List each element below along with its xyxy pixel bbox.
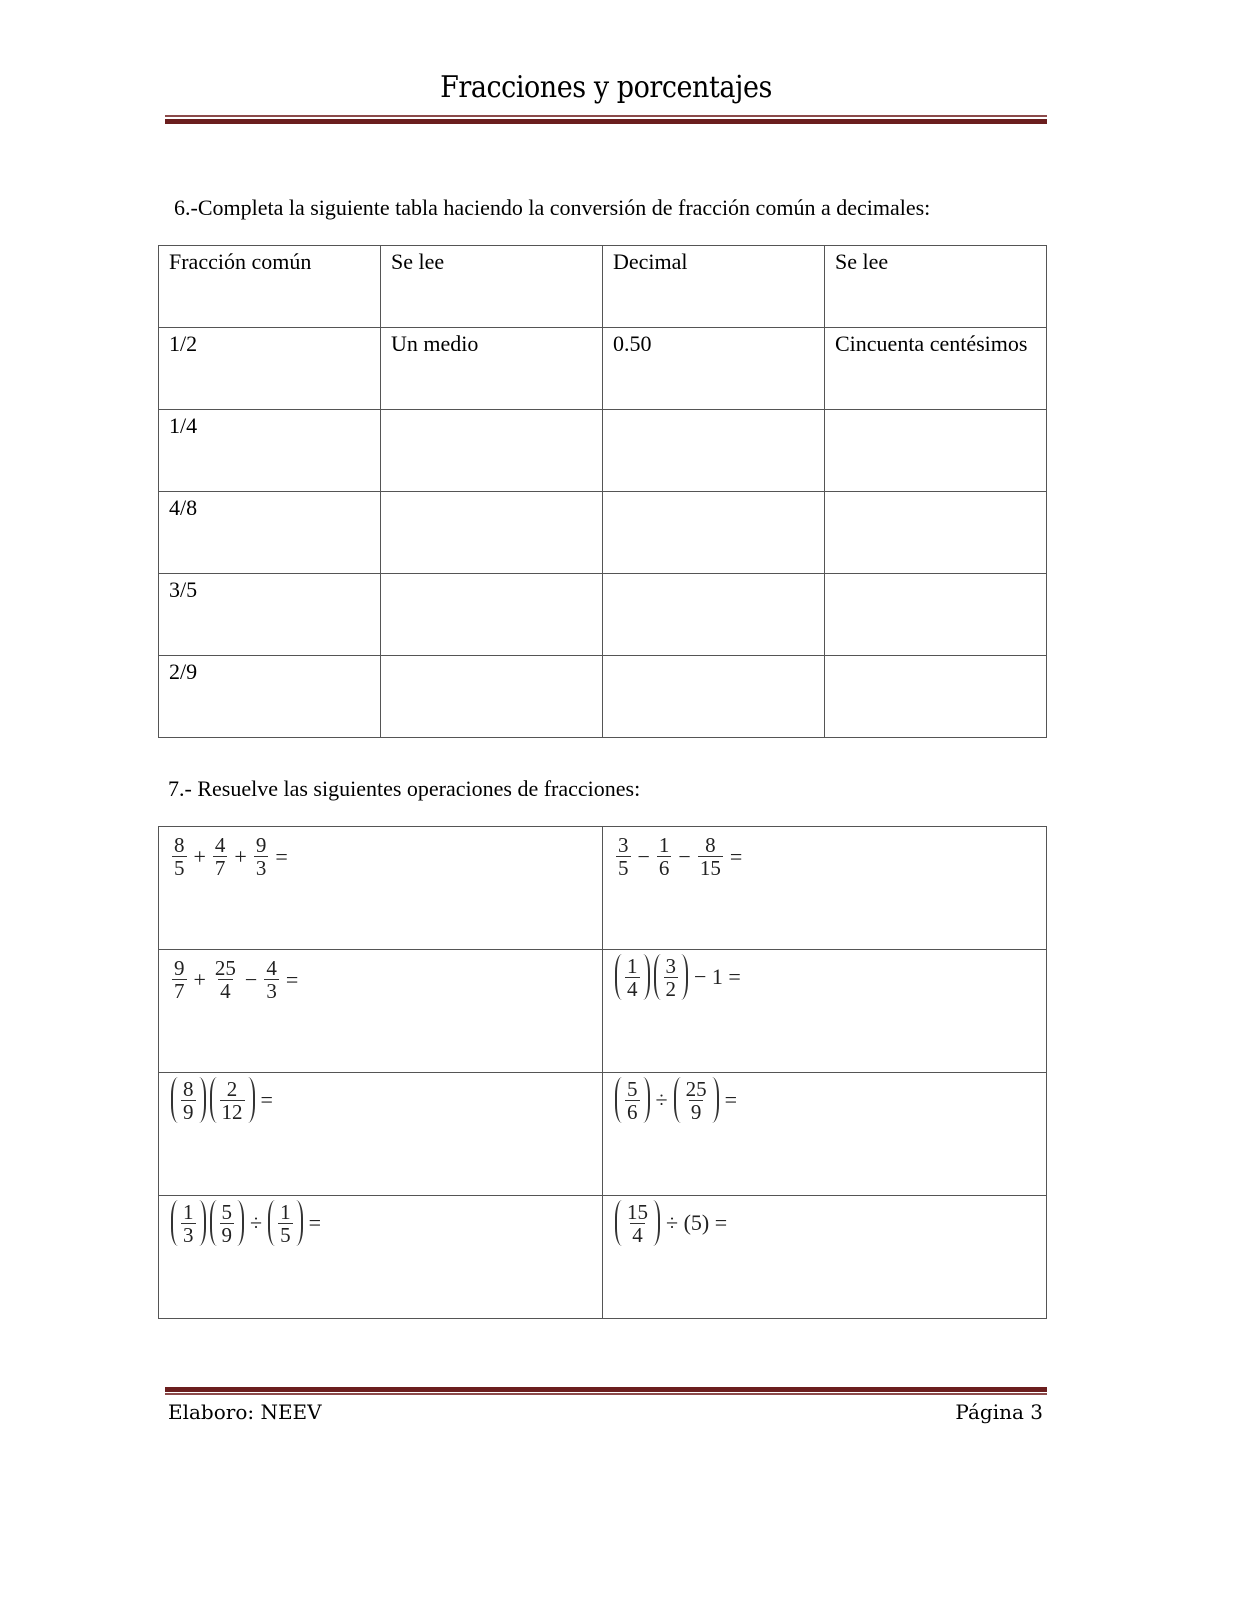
fraction bbox=[254, 834, 269, 879]
denominator: 4 bbox=[632, 1222, 643, 1247]
numerator: 25 bbox=[685, 1076, 707, 1101]
right-paren bbox=[248, 1077, 255, 1123]
denominator: 5 bbox=[174, 856, 185, 880]
table-row bbox=[159, 574, 1047, 656]
right-paren bbox=[199, 1077, 206, 1123]
math-expression bbox=[169, 1077, 277, 1123]
numerator: 5 bbox=[221, 1199, 232, 1224]
fraction bbox=[664, 955, 679, 1000]
fraction bbox=[264, 957, 279, 1002]
denominator: 15 bbox=[699, 856, 721, 880]
fraction bbox=[172, 834, 187, 879]
operator: ÷ (5) = bbox=[666, 1210, 728, 1235]
column-header: Fracción común bbox=[159, 246, 381, 328]
table-header-row bbox=[159, 246, 1047, 328]
numerator: 8 bbox=[705, 833, 716, 857]
fraction bbox=[220, 1078, 245, 1123]
operation-cell bbox=[159, 1073, 603, 1196]
table-cell[interactable] bbox=[825, 656, 1047, 738]
operator: = bbox=[285, 966, 299, 992]
table-cell[interactable] bbox=[381, 492, 603, 574]
fraction bbox=[684, 1078, 709, 1123]
table-row bbox=[159, 410, 1047, 492]
page-header-title: Fracciones y porcentajes bbox=[440, 70, 772, 105]
right-paren bbox=[237, 1200, 244, 1246]
operator: = bbox=[724, 1087, 737, 1112]
math-expression bbox=[613, 954, 745, 1000]
math-expression bbox=[169, 957, 302, 1002]
denominator: 6 bbox=[658, 856, 670, 880]
numerator: 1 bbox=[627, 953, 638, 978]
table-cell[interactable] bbox=[381, 574, 603, 656]
operator: = bbox=[275, 843, 288, 869]
operator: − 1 = bbox=[694, 964, 741, 989]
numerator: 3 bbox=[618, 833, 629, 857]
fraction bbox=[213, 834, 228, 879]
question-7-prompt: 7.- Resuelve las siguientes operaciones de fracciones: bbox=[168, 776, 641, 801]
right-paren bbox=[199, 1200, 206, 1246]
left-paren bbox=[615, 1077, 622, 1123]
numerator: 8 bbox=[183, 1076, 194, 1101]
denominator: 12 bbox=[221, 1099, 243, 1124]
denominator: 3 bbox=[183, 1222, 194, 1247]
operations-row bbox=[159, 1073, 1047, 1196]
table-row bbox=[159, 656, 1047, 738]
denominator: 3 bbox=[255, 856, 267, 880]
column-header: Se lee bbox=[825, 246, 1047, 328]
table-cell: 1/4 bbox=[159, 410, 381, 492]
table-cell: 1/2 bbox=[159, 328, 381, 410]
table-cell: 4/8 bbox=[159, 492, 381, 574]
operator: = bbox=[260, 1087, 273, 1112]
right-paren bbox=[653, 1200, 660, 1246]
right-paren bbox=[643, 1077, 650, 1123]
left-paren bbox=[210, 1077, 217, 1123]
footer-page-number: Página 3 bbox=[955, 1400, 1043, 1424]
denominator: 9 bbox=[221, 1222, 232, 1247]
denominator: 5 bbox=[280, 1222, 291, 1247]
table-cell[interactable] bbox=[381, 656, 603, 738]
fraction bbox=[220, 1201, 235, 1246]
left-paren bbox=[654, 954, 661, 1000]
numerator: 3 bbox=[665, 953, 676, 978]
table-cell[interactable] bbox=[825, 574, 1047, 656]
operation-cell bbox=[603, 1073, 1047, 1196]
fraction bbox=[657, 834, 672, 879]
right-paren bbox=[712, 1077, 719, 1123]
operations-row bbox=[159, 950, 1047, 1073]
denominator: 5 bbox=[618, 856, 629, 880]
operations-row bbox=[159, 1196, 1047, 1319]
right-paren bbox=[681, 954, 688, 1000]
denominator: 2 bbox=[665, 976, 676, 1001]
table-cell[interactable] bbox=[825, 410, 1047, 492]
operator: + bbox=[234, 843, 247, 869]
header-rule-thick bbox=[165, 119, 1047, 124]
math-expression bbox=[613, 1200, 731, 1246]
numerator: 25 bbox=[214, 956, 236, 980]
fraction bbox=[625, 955, 640, 1000]
column-header: Decimal bbox=[603, 246, 825, 328]
fraction bbox=[181, 1201, 196, 1246]
numerator: 1 bbox=[280, 1199, 291, 1224]
numerator: 1 bbox=[183, 1199, 194, 1224]
denominator: 9 bbox=[690, 1099, 702, 1124]
operator: = bbox=[729, 843, 743, 869]
fraction bbox=[698, 834, 723, 879]
question-6-prompt: 6.-Completa la siguiente tabla haciendo la conversión de fracción común a decimales: bbox=[174, 195, 931, 220]
conversion-table bbox=[158, 245, 1047, 738]
denominator: 3 bbox=[266, 979, 277, 1003]
table-cell: 3/5 bbox=[159, 574, 381, 656]
operations-table bbox=[158, 826, 1047, 1319]
fraction bbox=[172, 957, 187, 1002]
operator: − bbox=[244, 966, 258, 992]
numerator: 4 bbox=[214, 833, 226, 857]
numerator: 1 bbox=[658, 833, 670, 857]
right-paren bbox=[643, 954, 650, 1000]
fraction bbox=[181, 1078, 196, 1123]
denominator: 4 bbox=[627, 976, 638, 1001]
operations-row bbox=[159, 827, 1047, 950]
fraction bbox=[213, 957, 238, 1002]
table-cell: Cincuenta centésimos bbox=[825, 328, 1047, 410]
numerator: 2 bbox=[226, 1076, 238, 1101]
table-cell[interactable] bbox=[603, 492, 825, 574]
footer-author: Elaboro: NEEV bbox=[168, 1400, 322, 1424]
left-paren bbox=[674, 1077, 681, 1123]
header-rule-thin bbox=[165, 115, 1047, 117]
table-cell[interactable] bbox=[603, 410, 825, 492]
table-cell[interactable] bbox=[603, 656, 825, 738]
footer-rule-thin bbox=[165, 1393, 1047, 1395]
operator: + bbox=[193, 966, 206, 992]
operation-cell bbox=[159, 1196, 603, 1319]
math-expression bbox=[613, 834, 746, 879]
math-expression bbox=[613, 1077, 741, 1123]
operation-cell bbox=[603, 950, 1047, 1073]
footer-rule-thick bbox=[165, 1387, 1047, 1392]
right-paren bbox=[296, 1200, 303, 1246]
left-paren bbox=[171, 1200, 178, 1246]
column-header: Se lee bbox=[381, 246, 603, 328]
left-paren bbox=[210, 1200, 217, 1246]
denominator: 7 bbox=[214, 856, 226, 880]
operation-cell bbox=[603, 1196, 1047, 1319]
left-paren bbox=[171, 1077, 178, 1123]
numerator: 4 bbox=[266, 956, 277, 980]
table-cell: Un medio bbox=[381, 328, 603, 410]
fraction bbox=[625, 1201, 650, 1246]
numerator: 9 bbox=[174, 956, 185, 980]
math-expression bbox=[169, 834, 292, 879]
table-row bbox=[159, 492, 1047, 574]
fraction bbox=[278, 1201, 293, 1246]
math-expression bbox=[169, 1200, 325, 1246]
fraction bbox=[625, 1078, 640, 1123]
numerator: 9 bbox=[255, 833, 267, 857]
left-paren bbox=[615, 954, 622, 1000]
operator: ÷ bbox=[250, 1210, 263, 1235]
denominator: 7 bbox=[174, 979, 185, 1003]
operator: ÷ bbox=[655, 1087, 668, 1112]
fraction bbox=[616, 834, 631, 879]
numerator: 8 bbox=[174, 833, 185, 857]
table-cell: 0.50 bbox=[603, 328, 825, 410]
left-paren bbox=[615, 1200, 622, 1246]
operator: = bbox=[308, 1210, 321, 1235]
operator: − bbox=[637, 843, 650, 869]
operation-cell bbox=[159, 827, 603, 950]
table-cell: 2/9 bbox=[159, 656, 381, 738]
denominator: 4 bbox=[220, 979, 231, 1003]
operator: − bbox=[678, 843, 691, 869]
operator: + bbox=[193, 843, 206, 869]
operation-cell bbox=[603, 827, 1047, 950]
table-row bbox=[159, 328, 1047, 410]
numerator: 5 bbox=[627, 1076, 638, 1101]
denominator: 6 bbox=[627, 1099, 638, 1124]
operation-cell bbox=[159, 950, 603, 1073]
table-cell[interactable] bbox=[825, 492, 1047, 574]
denominator: 9 bbox=[183, 1099, 194, 1124]
table-cell[interactable] bbox=[381, 410, 603, 492]
left-paren bbox=[268, 1200, 275, 1246]
table-cell[interactable] bbox=[603, 574, 825, 656]
numerator: 15 bbox=[627, 1199, 648, 1224]
